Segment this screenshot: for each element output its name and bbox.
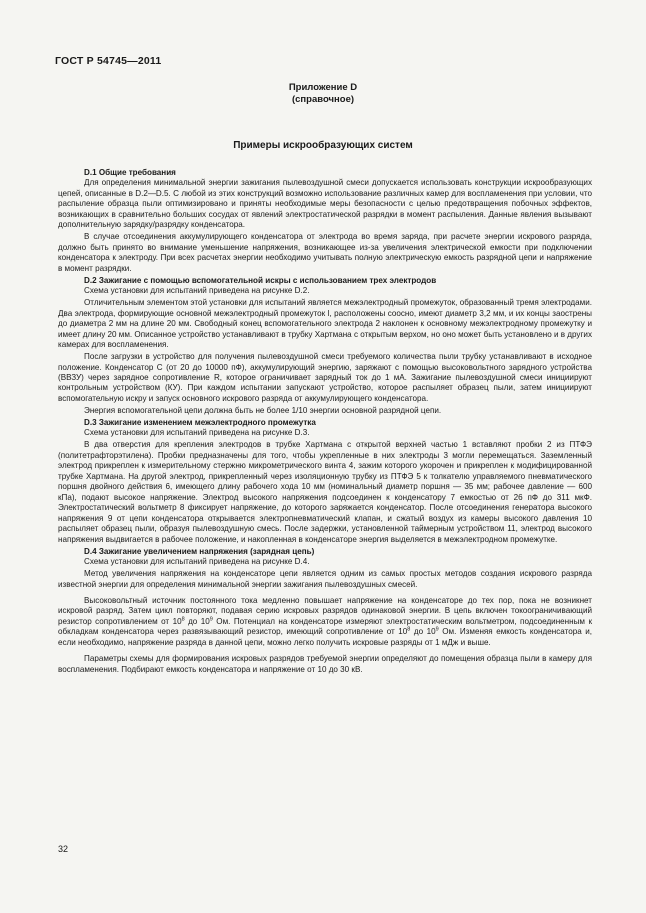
appendix-label: Приложение D bbox=[288, 82, 358, 93]
paragraph: Отличительным элементом этой установки для испытаний является межэлектродный промежуток, образованный тремя электродами. Два электрода, формирующие основной межэлектродный промежуток l, расположены соосно, имеют диаметр 3,2 мм, и их концы заострены до диаметра 2 мм на длине 20 мм. Свободный конец вспомогательного электрода 2 наклонен к основному межэлектродному промежутку и имеет длину 20 мм. Описанное устройство устанавливают в трубку Хартмана с открытым верхом, но оно может быть установлено и в других камерах для воспламенения. bbox=[58, 298, 592, 350]
exponent: 8 bbox=[181, 616, 185, 623]
appendix-note: (справочное) bbox=[291, 94, 355, 105]
text-run: Высоковольтный источник постоянного тока медленно повышает напряжение на конденсаторе до тех пор, пока не возникнет искровой разряд. Затем цикл повторяют, подавая серию искровых разрядов одинаковой энергии. В цепь включен токоограничивающий резистор сопротивлением от 10 bbox=[58, 596, 592, 626]
section-heading-d1: D.1 Общие требования bbox=[84, 168, 176, 177]
page-number: 32 bbox=[58, 844, 69, 854]
section-heading-d2: D.2 Зажигание с помощью вспомогательной искры с использованием трех электродов bbox=[84, 275, 437, 285]
text-run: до 10 bbox=[410, 627, 436, 637]
exponent: 9 bbox=[435, 626, 439, 633]
paragraph: После загрузки в устройство для получения пылевоздушной смеси требуемого количества пыли трубку устанавливают в исходное положение. Конденсатор C (от 20 до 10000 пФ), аккумулирующий энергию, заряжают с помощью высоковольтного зарядного устройства (ВВЗУ) через зарядное сопротивление R, которое ограничивает зарядный ток до 1 мА. Зажигание пылевоздушной смеси инициируют контрольным устройством (КУ). При каждом испытании запускают устройство, которое распыляет образец пыли, затем инициируют вспомогательную искру и запуск основного искрового разряда от аккумулирующего конденсатора. bbox=[58, 352, 592, 403]
paragraph: Метод увеличения напряжения на конденсаторе цепи является одним из самых простых методов создания искрового разряда известной энергии для определения минимальной энергии зажигания пылевоздушных смесей. bbox=[58, 569, 592, 589]
text-run: до 10 bbox=[184, 616, 210, 626]
paragraph: В два отверстия для крепления электродов в трубке Хартмана с открытой верхней частью 1 вставляют пробки 2 из ПТФЭ (политетрафторэтилена). Пробки предназначены для того, чтобы укрепленные в них электроды 3 могли перемещаться. Заземленный электрод прикреплен к измерительному стержню микрометрического винта 4, зажим которого укорочен и прикреплен к модифицированной трубке Хартмана. На другой электрод, прикрепленный через изоляционную трубку из ПТФЭ 5 к толкателю управляемого пневматического поршня двойного действия 6, имеющего длину рабочего хода 10 мм (номинальный диаметр поршня — 35 мм; рабочее давление — 600 кПа), подают высокое напряжение. Электрод высокого напряжения подсоединен к конденсатору 7 емкостью от 26 пФ до 311 мкФ. Электростатический вольтметр 8 фиксирует напряжение, до которого заряжается конденсатор. После отсоединения генератора высокого напряжения 9 от цепи конденсатора открывается электропневматический клапан, и сжатый воздух из камеры высокого давления 10 распыляет образец пыли, образуя пылевоздушную смесь. После задержки, установленной таймерным устройством 11, электрод высокого напряжения выдвигается в рабочее положение, и накопленная в конденсаторе энергия выделяется в межэлектродном промежутке. bbox=[58, 440, 592, 544]
text-run: Ом. Изменяя емкость конденсатора и, если необходимо, напряжение разряда в данной цепи, можно легко получить искровые разряды от 1 мДж и выше. bbox=[58, 627, 592, 647]
exponent: 9 bbox=[209, 616, 213, 623]
exponent: 8 bbox=[407, 626, 411, 633]
document-title: Примеры искрообразующих систем bbox=[233, 140, 413, 151]
paragraph bbox=[58, 596, 592, 648]
paragraph: В случае отсоединения аккумулирующего конденсатора от электрода во время заряда, при расчете энергии искрового разряда, должно быть принято во внимание уменьшение напряжения, возникающее из-за увеличения электрической емкости при подключении конденсатора к электроду. При всех расчетах энергии необходимо учитывать полную электрическую емкость разрядной цепи и напряжение в момент разрядки. bbox=[58, 232, 592, 273]
paragraph: Схема установки для испытаний приведена на рисунке D.3. bbox=[84, 428, 310, 438]
paragraph: Схема установки для испытаний приведена на рисунке D.2. bbox=[84, 286, 310, 296]
paragraph: Параметры схемы для формирования искровых разрядов требуемой энергии определяют до помещения образца пыли в камеру для воспламенения. Подбирают емкость конденсатора и напряжение от 10 до 30 кВ. bbox=[58, 654, 592, 674]
appendix-heading bbox=[0, 82, 646, 106]
paragraph: Схема установки для испытаний приведена на рисунке D.4. bbox=[84, 557, 310, 567]
section-heading-d4: D.4 Зажигание увеличением напряжения (зарядная цепь) bbox=[84, 546, 315, 556]
paragraph: Для определения минимальной энергии зажигания пылевоздушной смеси допускается использовать конструкции искрообразующих цепей, описанные в D.2—D.5. С любой из этих конструкций возможно использование различных камер для воспламенения при условии, что распыление образца пыли оптимизировано и приняты необходимые меры безопасности с целью предотвращения побочных эффектов, возникающих в сравнительно больших сосудах от явлений электростатической разрядки в момент распыления. Данные явления вызывают дополнительную зарядку/разрядку конденсатора. bbox=[58, 178, 592, 230]
text-run: Ом. Потенциал на конденсаторе измеряют электростатическим вольтметром, подсоединенным к обкладкам конденсатора через развязывающий резистор, имеющий сопротивление от 10 bbox=[58, 616, 592, 637]
standard-header: ГОСТ Р 54745—2011 bbox=[55, 55, 162, 67]
body-text bbox=[58, 168, 592, 677]
paragraph: Энергия вспомогательной цепи должна быть не более 1/10 энергии основной разрядной цепи. bbox=[84, 405, 442, 415]
section-heading-d3: D.3 Зажигание изменением межэлектродного промежутка bbox=[84, 417, 316, 427]
